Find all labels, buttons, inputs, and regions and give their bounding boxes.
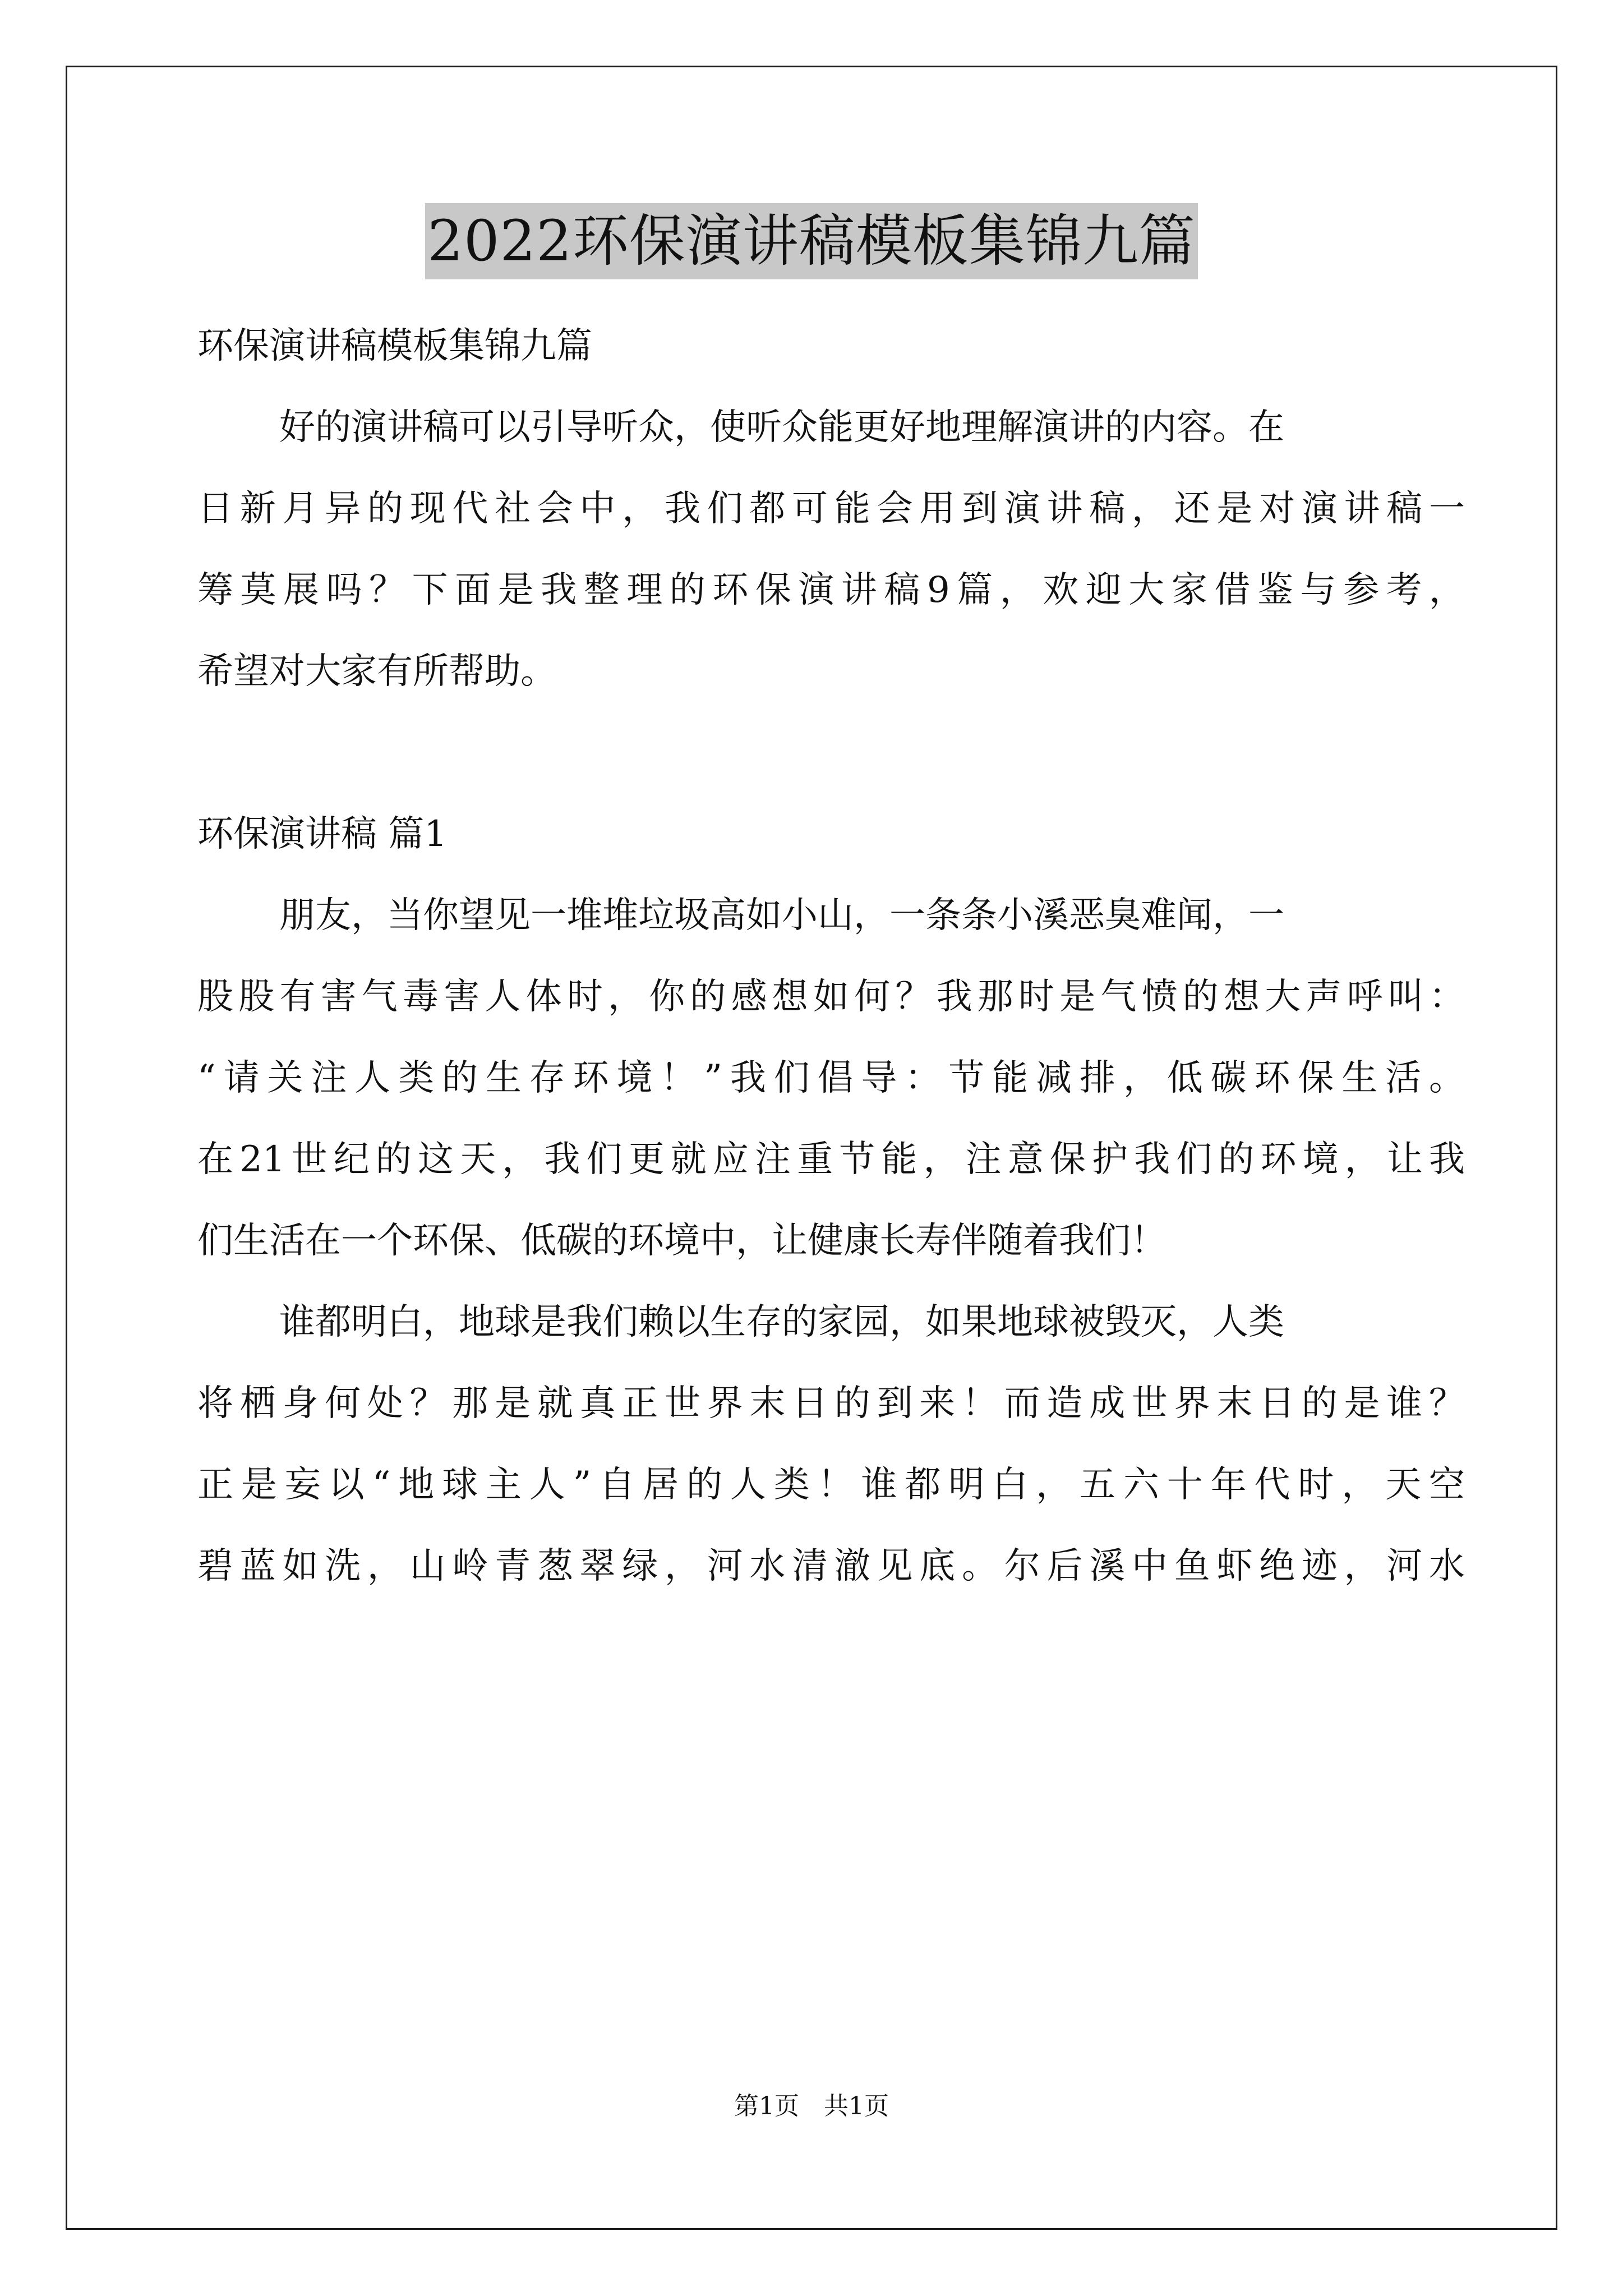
paragraph-line: 股股有害气毒害人体时，你的感想如何？我那时是气愤的想大声呼叫： bbox=[197, 976, 1465, 1018]
paragraph-line: 将栖身何处？那是就真正世界末日的到来！而造成世界末日的是谁？ bbox=[197, 1383, 1465, 1424]
paragraph-line: 谁都明白，地球是我们赖以生存的家园，如果地球被毁灭，人类 bbox=[279, 1301, 1284, 1343]
intro-line: 好的演讲稿可以引导听众，使听众能更好地理解演讲的内容。在 bbox=[279, 407, 1284, 448]
paragraph-line: 们生活在一个环保、低碳的环境中，让健康长寿伴随着我们！ bbox=[197, 1220, 1166, 1262]
paragraph-line: 碧蓝如洗，山岭青葱翠绿，河水清澈见底。尔后溪中鱼虾绝迹，河水 bbox=[197, 1545, 1465, 1587]
paragraph-line: 朋友，当你望见一堆堆垃圾高如小山，一条条小溪恶臭难闻，一 bbox=[279, 895, 1284, 936]
paragraph-line: 在21世纪的这天，我们更就应注重节能，注意保护我们的环境，让我 bbox=[197, 1139, 1465, 1180]
intro-line: 希望对大家有所帮助。 bbox=[197, 651, 556, 692]
spacer bbox=[197, 712, 1465, 794]
document-title: 2022环保演讲稿模板集锦九篇 bbox=[425, 203, 1198, 279]
document-body bbox=[197, 306, 1465, 1607]
subtitle: 环保演讲稿模板集锦九篇 bbox=[197, 325, 592, 367]
page-footer: 第1页 共1页 bbox=[734, 2092, 889, 2120]
paragraph-line: “请关注人类的生存环境！”我们倡导：节能减排，低碳环保生活。 bbox=[197, 1057, 1465, 1099]
section-heading: 环保演讲稿 篇1 bbox=[197, 813, 448, 855]
intro-line: 日新月异的现代社会中，我们都可能会用到演讲稿，还是对演讲稿一 bbox=[197, 488, 1465, 530]
paragraph-line: 正是妄以“地球主人”自居的人类！谁都明白，五六十年代时，天空 bbox=[197, 1464, 1465, 1506]
title-wrap bbox=[0, 203, 1623, 279]
intro-line: 筹莫展吗？下面是我整理的环保演讲稿9篇，欢迎大家借鉴与参考， bbox=[197, 569, 1465, 611]
